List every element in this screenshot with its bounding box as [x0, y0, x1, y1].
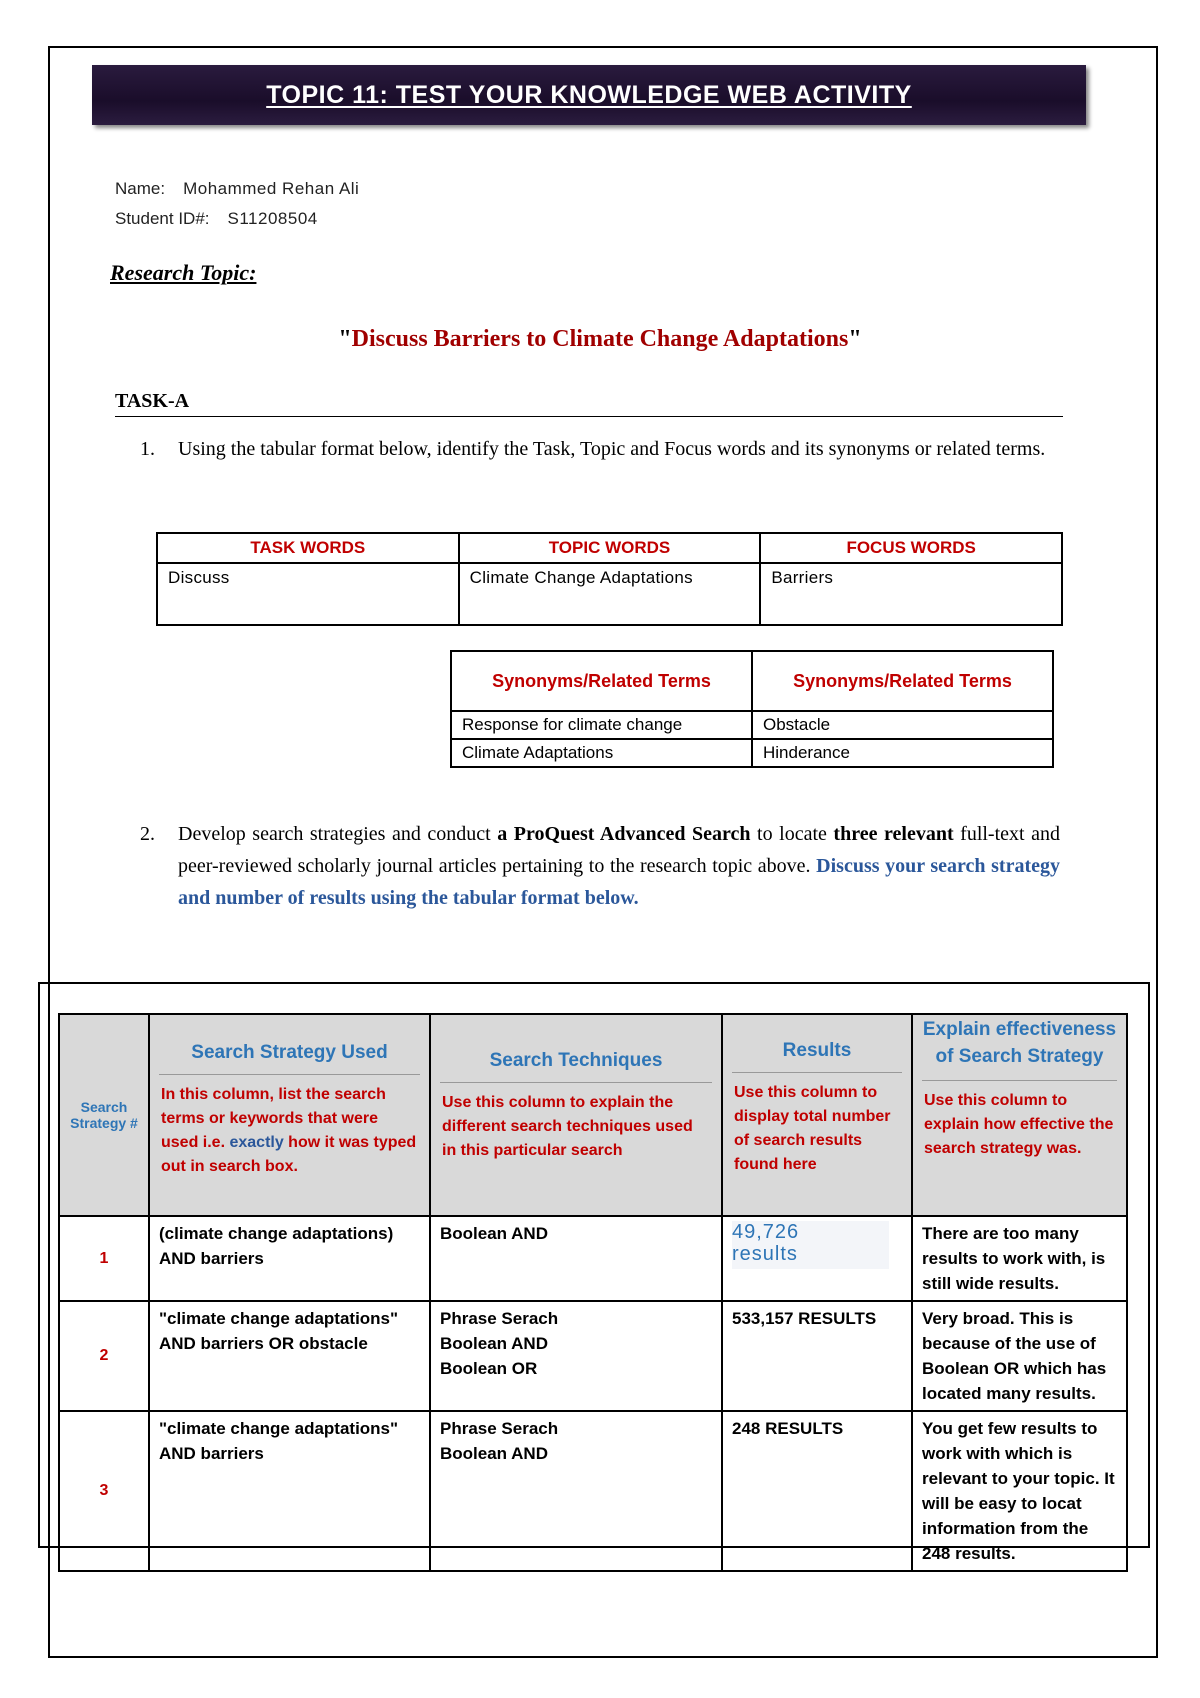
- task-a-heading: TASK-A: [115, 390, 1063, 417]
- results-title: Results: [782, 1040, 852, 1061]
- question-2-number: 2.: [140, 823, 155, 845]
- effectiveness-title: Explain effectiveness of Search Strategy: [922, 1019, 1117, 1067]
- table-row: [59, 1301, 1127, 1411]
- techniques-header: [430, 1014, 722, 1216]
- technique-line: Boolean AND: [440, 1444, 548, 1463]
- question-1-number: 1.: [140, 438, 155, 460]
- task-word-cell: Discuss: [157, 563, 459, 625]
- student-id-line: [115, 209, 318, 229]
- technique-line: Boolean AND: [440, 1224, 548, 1243]
- technique-line: Boolean OR: [440, 1359, 538, 1378]
- strategy-cell: [149, 1301, 430, 1411]
- task-words-header: TASK WORDS: [157, 533, 459, 563]
- technique-line: Phrase Serach: [440, 1309, 559, 1328]
- results-highlight: [732, 1221, 889, 1269]
- name-label: Name:: [115, 179, 166, 198]
- row-number: 3: [59, 1411, 149, 1571]
- strategy-line: "climate change adaptations": [159, 1309, 399, 1328]
- open-quote: ": [338, 326, 352, 352]
- student-name-line: [115, 179, 359, 199]
- focus-words-header: FOCUS WORDS: [760, 533, 1062, 563]
- question-2: [140, 818, 1060, 914]
- close-quote: ": [848, 326, 862, 352]
- synonym-cell: Response for climate change: [451, 711, 752, 739]
- strategy-line: AND barriers: [159, 1444, 264, 1463]
- row-number: 1: [59, 1216, 149, 1301]
- effectiveness-header: [912, 1014, 1127, 1216]
- question-2-part3: full-text and peer-reviewed scholarly journal articles pertaining to the research topic above.: [178, 823, 1060, 877]
- search-strategy-table: [58, 1013, 1128, 1572]
- name-value: Mohammed Rehan Ali: [183, 179, 360, 198]
- strategy-cell: [149, 1216, 430, 1301]
- strategy-line: "climate change adaptations": [159, 1419, 399, 1438]
- question-2-instruction: Discuss your search strategy and number of results using the tabular format below.: [178, 855, 1060, 909]
- table-row: [59, 1216, 1127, 1301]
- focus-word-cell: Barriers: [760, 563, 1062, 625]
- question-2-part1: Develop search strategies and conduct: [178, 823, 498, 845]
- strategy-cell: [149, 1411, 430, 1571]
- effectiveness-cell: There are too many results to work with, is still wide results.: [912, 1216, 1127, 1301]
- question-2-bold1: a ProQuest Advanced Search: [497, 823, 751, 845]
- effectiveness-cell: You get few results to work with which is relevant to your topic. It will be easy to locat information from the 248 results.: [912, 1411, 1127, 1571]
- results-desc: Use this column to display total number of search results found here: [734, 1084, 891, 1173]
- results-header: [722, 1014, 912, 1216]
- strategy-line: AND barriers OR obstacle: [159, 1334, 368, 1353]
- topic-words-header: TOPIC WORDS: [459, 533, 761, 563]
- synonym-cell: Obstacle: [752, 711, 1053, 739]
- results-cell: 248 RESULTS: [722, 1411, 912, 1571]
- strategy-number-header: Search Strategy #: [59, 1014, 149, 1216]
- id-value: S11208504: [227, 209, 318, 228]
- question-2-text: [178, 818, 1060, 914]
- techniques-cell: [430, 1411, 722, 1571]
- strategy-line: AND barriers: [159, 1249, 264, 1268]
- strategy-used-title: Search Strategy Used: [191, 1042, 388, 1063]
- effectiveness-desc: Use this column to explain how effective the search strategy was.: [924, 1092, 1114, 1157]
- results-value: 49,726: [732, 1221, 800, 1243]
- techniques-cell: [430, 1216, 722, 1301]
- research-topic-text: Discuss Barriers to Climate Change Adaptations: [351, 326, 849, 352]
- strategy-used-desc: [151, 1075, 428, 1187]
- question-2-part2: to locate: [750, 823, 834, 845]
- effectiveness-cell: Very broad. This is because of the use of Boolean OR which has located many results.: [912, 1301, 1127, 1411]
- synonyms-header-1: Synonyms/Related Terms: [451, 651, 752, 711]
- technique-line: Phrase Serach: [440, 1419, 559, 1438]
- strategy-used-header: [149, 1014, 430, 1216]
- results-cell: [722, 1216, 912, 1301]
- synonyms-table: [450, 650, 1054, 768]
- techniques-title: Search Techniques: [489, 1050, 663, 1071]
- title-banner: [92, 65, 1086, 125]
- techniques-desc: Use this column to explain the different search techniques used in this particular search: [442, 1094, 693, 1159]
- question-1: [140, 433, 1060, 465]
- research-topic-label: Research Topic:: [110, 260, 257, 285]
- synonym-cell: Hinderance: [752, 739, 1053, 767]
- technique-line: Boolean AND: [440, 1334, 548, 1353]
- results-unit: results: [732, 1243, 798, 1265]
- row-number: 2: [59, 1301, 149, 1411]
- strategy-desc-a: In this column, list the search terms or keywords that were used i.e.: [161, 1086, 386, 1151]
- techniques-cell: [430, 1301, 722, 1411]
- question-1-text: Using the tabular format below, identify the Task, Topic and Focus words and its synonyms or related terms.: [178, 438, 1046, 460]
- table-row: [59, 1411, 1127, 1571]
- topic-word-cell: Climate Change Adaptations: [459, 563, 761, 625]
- task-topic-focus-table: [156, 532, 1063, 626]
- strategy-line: (climate change adaptations): [159, 1224, 394, 1243]
- results-cell: 533,157 RESULTS: [722, 1301, 912, 1411]
- page-title: TOPIC 11: TEST YOUR KNOWLEDGE WEB ACTIVITY: [266, 80, 912, 109]
- research-topic-title: [0, 326, 1200, 353]
- strategy-desc-c: how it was typed out in search box.: [161, 1134, 417, 1175]
- id-label: Student ID#:: [115, 209, 210, 228]
- strategy-desc-b: exactly: [229, 1134, 284, 1151]
- question-2-bold2: three relevant: [833, 823, 954, 845]
- synonym-cell: Climate Adaptations: [451, 739, 752, 767]
- synonyms-header-2: Synonyms/Related Terms: [752, 651, 1053, 711]
